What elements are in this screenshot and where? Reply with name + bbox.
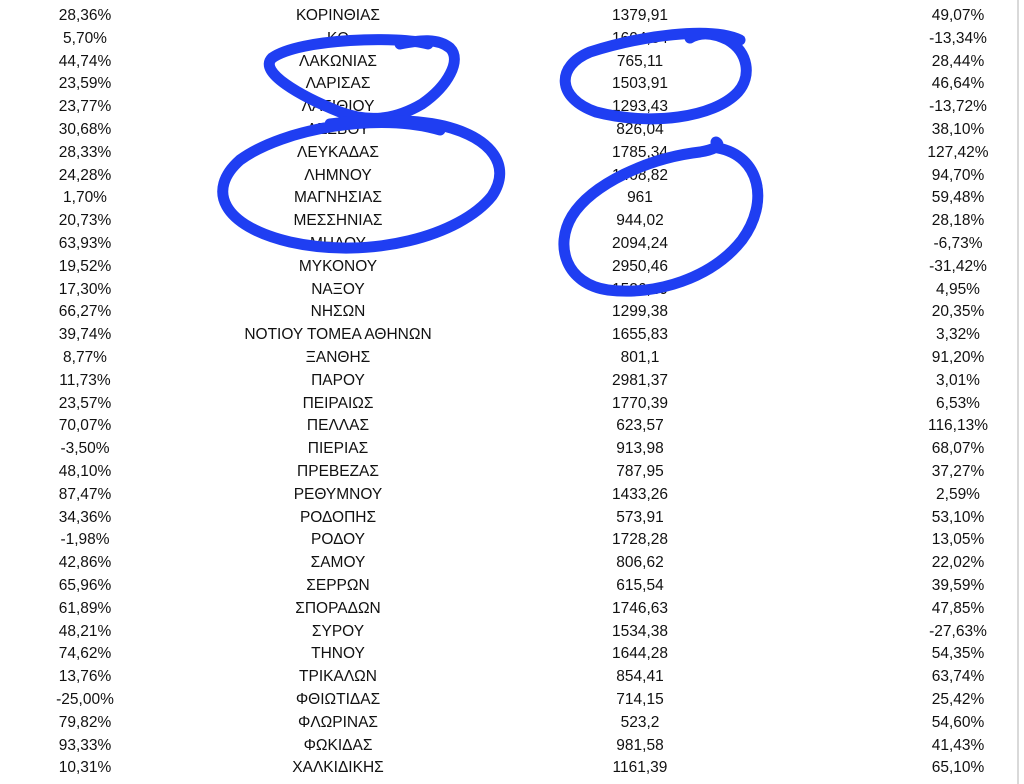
table-row [0, 28, 1010, 51]
table-row [0, 621, 1010, 644]
table-row [0, 643, 1010, 666]
pct-change-2-cell: 38,10% [931, 120, 985, 138]
region-name-cell: ΚΟΡΙΝΘΙΑΣ [295, 7, 381, 24]
value-cell: 826,04 [616, 120, 664, 138]
value-cell: 2950,46 [611, 257, 669, 275]
table-row [0, 552, 1010, 575]
pct-change-2-cell: -13,34% [929, 29, 987, 47]
pct-change-2-cell: 54,35% [931, 645, 985, 663]
region-name-cell: ΦΩΚΙΔΑΣ [303, 736, 373, 754]
pct-change-cell: 17,30% [58, 280, 112, 298]
pct-change-2-cell: 91,20% [931, 348, 985, 366]
region-name-cell: ΚΩ [327, 29, 349, 47]
value-cell: 1161,39 [612, 759, 668, 777]
value-cell: 1655,83 [611, 326, 669, 344]
region-name-cell: ΡΟΔΟΥ [311, 531, 365, 549]
pct-change-2-cell: 94,70% [931, 166, 985, 184]
table-row [0, 279, 1010, 302]
pct-change-cell: 10,31% [58, 759, 112, 777]
region-name-cell: ΤΡΙΚΑΛΩΝ [299, 668, 377, 686]
pct-change-2-cell: 20,35% [931, 303, 985, 321]
table-row [0, 96, 1010, 119]
region-name-cell: ΦΘΙΩΤΙΔΑΣ [295, 690, 381, 708]
pct-change-2-cell: -13,72% [929, 98, 987, 116]
pct-change-2-cell: -31,42% [929, 257, 987, 275]
pct-change-2-cell: 63,74% [931, 668, 985, 686]
region-name-cell: ΣΕΡΡΩΝ [306, 576, 370, 594]
region-name-cell: ΝΗΣΩΝ [310, 303, 366, 321]
pct-change-cell: 70,07% [58, 417, 112, 435]
pct-change-cell: 74,62% [58, 645, 112, 663]
pct-change-cell: 44,74% [58, 52, 112, 70]
region-name-cell: ΜΗΛΟΥ [309, 234, 367, 252]
region-name-cell: ΛΕΥΚΑΔΑΣ [297, 143, 379, 161]
pct-change-2-cell: 41,43% [931, 736, 985, 754]
table-row [0, 165, 1010, 188]
table-row [0, 142, 1010, 165]
pct-change-cell: 5,70% [63, 29, 107, 47]
pct-change-2-cell: 4,95% [936, 280, 980, 298]
value-cell: 1644,28 [611, 645, 669, 663]
pct-change-cell: 48,10% [58, 462, 112, 480]
pct-change-cell: -1,98% [60, 531, 110, 549]
pct-change-2-cell: 68,07% [931, 440, 985, 458]
table-row [0, 301, 1010, 324]
value-cell: 1433,26 [611, 485, 669, 503]
value-cell: 523,2 [620, 713, 660, 731]
region-name-cell: ΛΑΣΙΘΙΟΥ [301, 98, 375, 116]
pct-change-2-cell: 49,07% [931, 7, 985, 24]
table-row [0, 575, 1010, 598]
value-cell: 787,95 [616, 462, 664, 480]
table-row [0, 598, 1010, 621]
region-name-cell: ΛΗΜΝΟΥ [304, 166, 372, 184]
value-cell: 1785,34 [611, 143, 669, 161]
pct-change-cell: 65,96% [58, 576, 112, 594]
pct-change-2-cell: 127,42% [927, 143, 989, 161]
table-row [0, 757, 1010, 780]
pct-change-cell: -3,50% [60, 440, 110, 458]
region-name-cell: ΜΥΚΟΝΟΥ [298, 257, 378, 275]
pct-change-cell: 48,21% [58, 622, 112, 640]
pct-change-cell: 19,52% [58, 257, 112, 275]
pct-change-2-cell: 6,53% [936, 394, 980, 412]
value-cell: 1534,38 [611, 622, 669, 640]
region-name-cell: ΛΕΣΒΟΥ [306, 120, 370, 138]
pct-change-2-cell: 39,59% [931, 576, 985, 594]
pct-change-2-cell: 47,85% [931, 599, 985, 617]
value-cell: 1728,28 [611, 531, 669, 549]
table-row [0, 735, 1010, 758]
pct-change-2-cell: 116,13% [927, 417, 989, 435]
pct-change-2-cell: 53,10% [931, 508, 985, 526]
pct-change-2-cell: 59,48% [931, 189, 985, 207]
pct-change-2-cell: 3,32% [936, 326, 980, 344]
region-name-cell: ΞΑΝΘΗΣ [305, 348, 371, 366]
pct-change-2-cell: -27,63% [929, 622, 987, 640]
pct-change-cell: 93,33% [58, 736, 112, 754]
pct-change-cell: 23,59% [58, 75, 112, 93]
pct-change-cell: 42,86% [58, 554, 112, 572]
value-cell: 801,1 [620, 348, 660, 366]
table-row [0, 484, 1010, 507]
pct-change-cell: 13,76% [58, 668, 112, 686]
pct-change-cell: 11,73% [59, 371, 111, 389]
pct-change-cell: 66,27% [58, 303, 112, 321]
value-cell: 1408,82 [611, 166, 669, 184]
region-name-cell: ΝΑΞΟΥ [311, 280, 365, 298]
table-row [0, 712, 1010, 735]
pct-change-cell: 24,28% [58, 166, 112, 184]
pct-change-cell: 87,47% [58, 485, 112, 503]
pct-change-2-cell: 22,02% [931, 554, 985, 572]
pct-change-2-cell: 25,42% [931, 690, 985, 708]
pct-change-cell: 8,77% [63, 348, 107, 366]
table-row [0, 119, 1010, 142]
pct-change-cell: 23,57% [58, 394, 112, 412]
value-cell: 981,58 [616, 736, 664, 754]
table-row [0, 461, 1010, 484]
value-cell: 1293,43 [611, 98, 669, 116]
pct-change-2-cell: 28,18% [931, 212, 985, 230]
region-name-cell: ΠΑΡΟΥ [311, 371, 365, 389]
value-cell: 2094,24 [611, 234, 669, 252]
region-name-cell: ΠΙΕΡΙΑΣ [307, 440, 369, 458]
table-row [0, 393, 1010, 416]
value-cell: 913,98 [616, 440, 664, 458]
value-cell: 1770,39 [611, 394, 669, 412]
region-name-cell: ΠΡΕΒΕΖΑΣ [297, 462, 379, 480]
table-row [0, 51, 1010, 74]
pct-change-2-cell: -6,73% [933, 234, 983, 252]
value-cell: 573,91 [616, 508, 664, 526]
region-name-cell: ΝΟΤΙΟΥ ΤΟΜΕΑ ΑΘΗΝΩΝ [244, 326, 432, 344]
pct-change-cell: 30,68% [58, 120, 112, 138]
value-cell: 1604,84 [611, 29, 669, 47]
pct-change-cell: 79,82% [58, 713, 112, 731]
pct-change-2-cell: 13,05% [931, 531, 985, 549]
table-row [0, 415, 1010, 438]
table-row [0, 210, 1010, 233]
region-name-cell: ΦΛΩΡΙΝΑΣ [297, 713, 379, 731]
table-row [0, 187, 1010, 210]
value-cell: 1379,91 [611, 7, 669, 24]
pct-change-cell: 63,93% [58, 234, 112, 252]
value-cell: 765,11 [616, 52, 664, 70]
pct-change-2-cell: 65,10% [931, 759, 985, 777]
value-cell: 944,02 [616, 212, 664, 230]
pct-change-cell: 1,70% [63, 189, 107, 207]
region-name-cell: ΡΟΔΟΠΗΣ [299, 508, 377, 526]
region-name-cell: ΤΗΝΟΥ [311, 645, 365, 663]
region-name-cell: ΜΕΣΣΗΝΙΑΣ [293, 212, 383, 230]
pct-change-2-cell: 46,64% [931, 75, 985, 93]
pct-change-cell: 23,77% [58, 98, 112, 116]
pct-change-cell: 61,89% [58, 599, 112, 617]
region-name-cell: ΛΑΡΙΣΑΣ [305, 75, 371, 93]
value-cell: 1746,63 [611, 599, 669, 617]
value-cell: 714,15 [616, 690, 664, 708]
table-row [0, 347, 1010, 370]
pct-change-2-cell: 3,01% [936, 371, 980, 389]
pct-change-cell: 28,33% [58, 143, 112, 161]
region-name-cell: ΠΕΙΡΑΙΩΣ [302, 394, 374, 412]
table-row [0, 324, 1010, 347]
pct-change-cell: 39,74% [58, 326, 112, 344]
table-row [0, 529, 1010, 552]
table-row [0, 666, 1010, 689]
table-row [0, 780, 1010, 784]
table-row [0, 233, 1010, 256]
pct-change-cell: 20,73% [58, 212, 112, 230]
pct-change-cell: 28,36% [58, 7, 112, 24]
value-cell: 854,41 [616, 668, 664, 686]
pct-change-cell: -25,00% [56, 690, 114, 708]
value-cell: 623,57 [616, 417, 664, 435]
value-cell: 1299,38 [611, 303, 669, 321]
region-name-cell: ΧΑΛΚΙΔΙΚΗΣ [292, 759, 384, 777]
region-name-cell: ΣΠΟΡΑΔΩΝ [295, 599, 381, 617]
value-cell: 2981,37 [611, 371, 669, 389]
table-row [0, 370, 1010, 393]
table-row [0, 73, 1010, 96]
pct-change-2-cell: 37,27% [931, 462, 985, 480]
table-row [0, 507, 1010, 530]
region-name-cell: ΡΕΘΥΜΝΟΥ [293, 485, 383, 503]
value-cell: 806,62 [616, 554, 664, 572]
pct-change-cell: 34,36% [58, 508, 112, 526]
value-cell: 1526,49 [611, 280, 669, 298]
value-cell: 1503,91 [611, 75, 669, 93]
value-cell: 615,54 [616, 576, 664, 594]
region-name-cell: ΣΥΡΟΥ [311, 622, 365, 640]
pct-change-2-cell: 54,60% [931, 713, 985, 731]
table-row [0, 438, 1010, 461]
region-name-cell: ΛΑΚΩΝΙΑΣ [298, 52, 378, 70]
value-cell: 961 [627, 189, 653, 207]
table-row [0, 689, 1010, 712]
region-name-cell: ΠΕΛΛΑΣ [306, 417, 370, 435]
table-row [0, 5, 1010, 28]
pct-change-2-cell: 28,44% [931, 52, 985, 70]
table-row [0, 256, 1010, 279]
region-name-cell: ΣΑΜΟΥ [310, 554, 366, 572]
data-table [0, 5, 1010, 784]
pct-change-2-cell: 2,59% [936, 485, 980, 503]
region-name-cell: ΜΑΓΝΗΣΙΑΣ [294, 189, 382, 207]
